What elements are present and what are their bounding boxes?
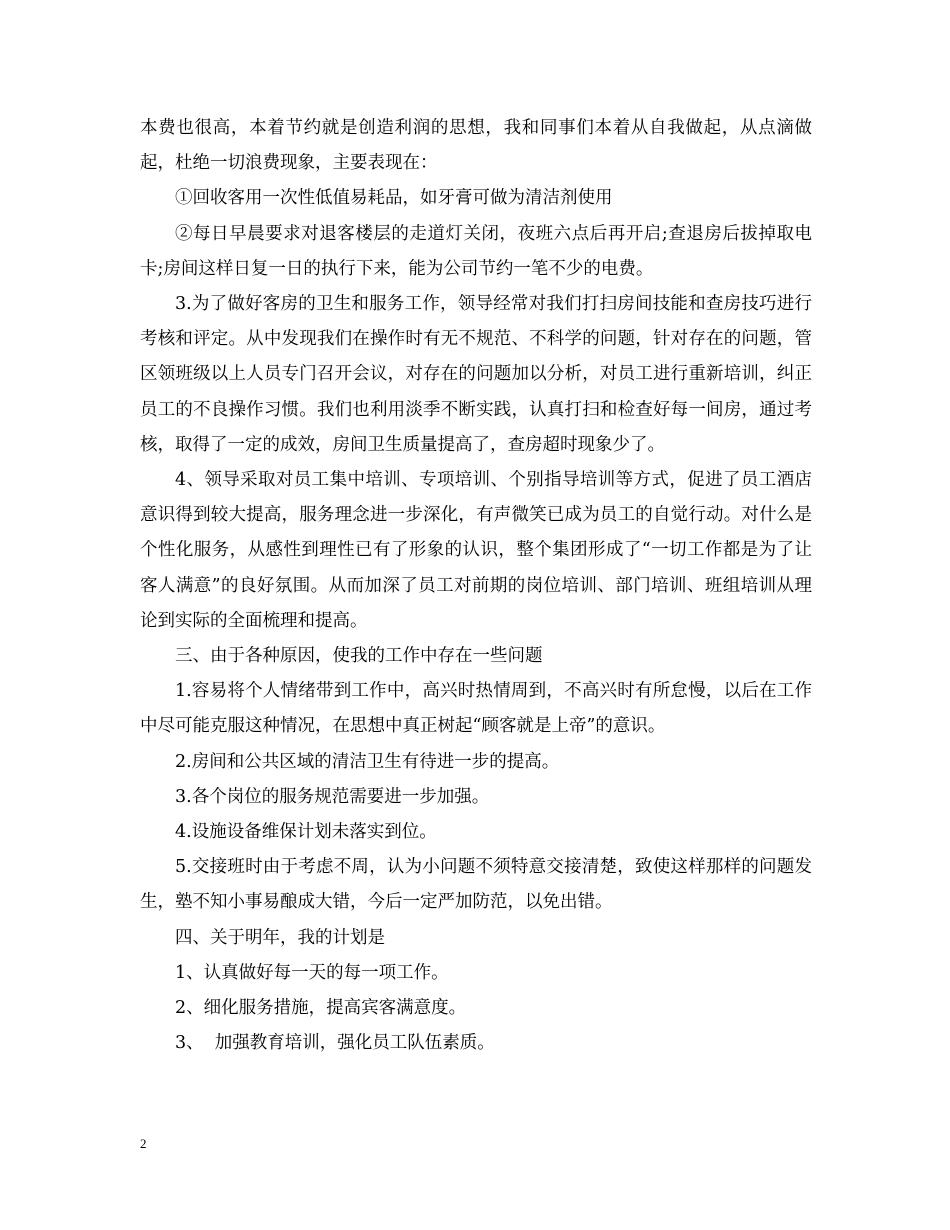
paragraph-15: 3、 加强教育培训，强化员工队伍素质。 [175, 1033, 495, 1054]
section-heading-problems: 三、由于各种原因，使我的工作中存在一些问题 [175, 646, 543, 667]
page-number: 2 [140, 1136, 147, 1151]
paragraph-14: 2、细化服务措施，提高宾客满意度。 [175, 998, 467, 1019]
paragraph-11: 5.交接班时由于考虑不周，认为小问题不须特意交接清楚，致使这样那样的问题发生，塾不知小事易酿成大错，今后一定严加防范，以免出错。 [140, 857, 812, 913]
paragraph-8: 2.房间和公共区域的清洁卫生有待进一步的提高。 [175, 751, 560, 772]
paragraph-5: 4、领导采取对员工集中培训、专项培训、个别指导培训等方式，促进了员工酒店意识得到较大提高，服务理念进一步深化，有声微笑已成为员工的自觉行动。对什么是个性化服务，从感性到理性已有了形象的认识，整个集团形成了“一切工作都是为了让客人满意”的良好氛围。从而加深了员工对前期的岗位培训、部门培训、班组培训从理论到实际的全面梳理和提高。 [140, 470, 812, 631]
paragraph-1: 本费也很高，本着节约就是创造利润的思想，我和同事们本着从自我做起，从点滴做起，杜绝一切浪费现象，主要表现在： [140, 118, 812, 174]
document-body [140, 111, 812, 1061]
paragraph-4: 3.为了做好客房的卫生和服务工作，领导经常对我们打扫房间技能和查房技巧进行考核和评定。从中发现我们在操作时有无不规范、不科学的问题，针对存在的问题，管区领班级以上人员专门召开会议，对存在的问题加以分析，对员工进行重新培训，纠正员工的不良操作习惯。我们也利用淡季不断实践，认真打扫和检查好每一间房，通过考核，取得了一定的成效，房间卫生质量提高了，查房超时现象少了。 [140, 294, 812, 455]
paragraph-13: 1、认真做好每一天的每一项工作。 [175, 962, 449, 983]
section-heading-plan: 四、关于明年，我的计划是 [175, 927, 385, 948]
paragraph-10: 4.设施设备维保计划未落实到位。 [175, 822, 437, 843]
paragraph-3: ②每日早晨要求对退客楼层的走道灯关闭，夜班六点后再开启;查退房后拔掉取电卡;房间这样日复一日的执行下来，能为公司节约一笔不少的电费。 [140, 223, 812, 279]
paragraph-9: 3.各个岗位的服务规范需要进一步加强。 [175, 786, 490, 807]
paragraph-7: 1.容易将个人情绪带到工作中，高兴时热情周到，不高兴时有所怠慢，以后在工作中尽可能克服这种情况，在思想中真正树起“顾客就是上帝”的意识。 [140, 681, 812, 737]
paragraph-2: ①回收客用一次性低值易耗品，如牙膏可做为清洁剂使用 [175, 188, 613, 209]
